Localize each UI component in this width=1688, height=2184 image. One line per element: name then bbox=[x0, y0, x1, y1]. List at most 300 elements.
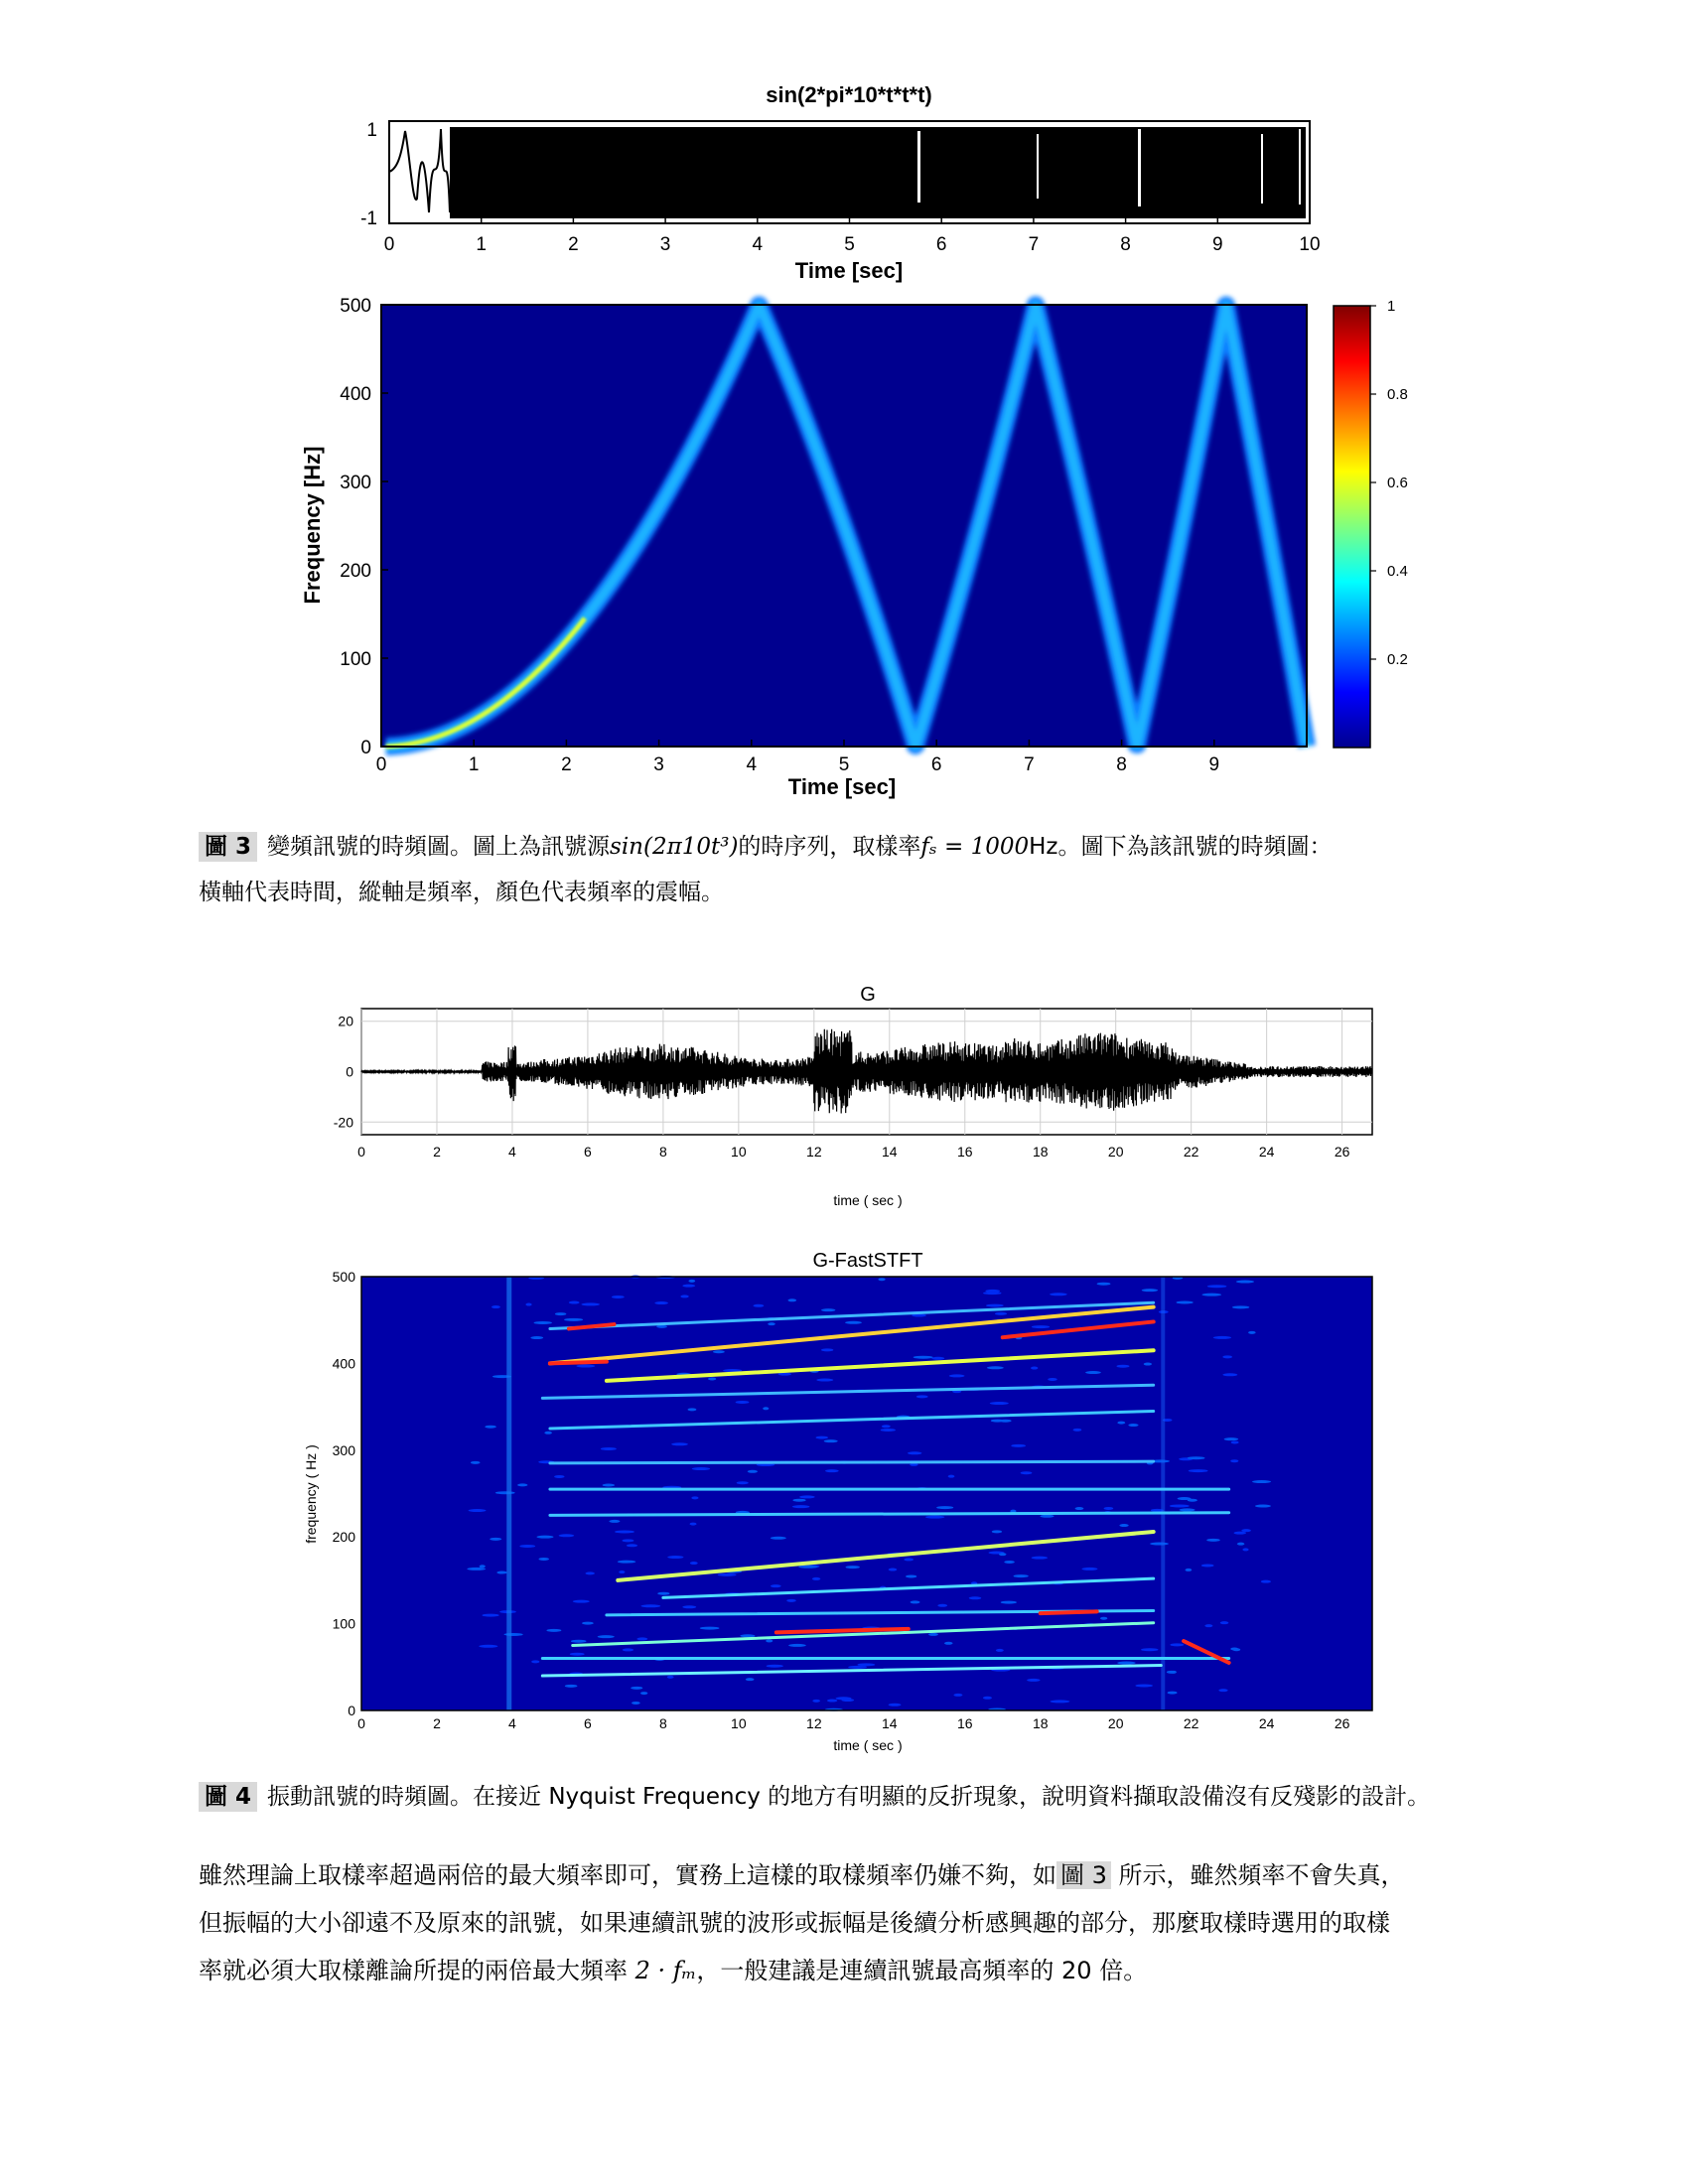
fig4-spec-speckle bbox=[787, 1298, 796, 1301]
fig4-spec-speckle bbox=[748, 1470, 758, 1473]
fig3-spec-xtick-label: 5 bbox=[838, 754, 850, 775]
fig4-spec-speckle bbox=[538, 1558, 549, 1561]
fig4-spec-speckle bbox=[825, 1469, 839, 1472]
fig4-spec-speckle bbox=[983, 1292, 1001, 1295]
fig4-spec-speckle bbox=[882, 1425, 891, 1428]
fig4-spec-speckle bbox=[1255, 1505, 1271, 1508]
fig4-spec-speckle bbox=[690, 1523, 697, 1526]
fig3-colorbar bbox=[1334, 298, 1408, 748]
fig4-caption-label: 圖 4 bbox=[199, 1782, 257, 1812]
fig4-spec-speckle bbox=[937, 1604, 947, 1607]
body-line2: 但振幅的大小卻遠不及原來的訊號，如果連續訊號的波形或振幅是後續分析感興趣的部分，那麼取樣時選用的取樣 bbox=[199, 1909, 1390, 1937]
fig3-top-ytick-neg1: -1 bbox=[360, 208, 377, 229]
fig3-top-xtick-label: 5 bbox=[844, 234, 855, 255]
body-line3-math: 2 · fₘ bbox=[634, 1957, 697, 1984]
fig3-top-xtick-label: 6 bbox=[935, 234, 947, 255]
figure-3 bbox=[0, 0, 1688, 824]
fig4-spec-speckle bbox=[753, 1304, 764, 1307]
fig4-spec-speckle bbox=[969, 1596, 982, 1599]
fig4-spec-speckle bbox=[482, 1614, 498, 1617]
fig3-caption-math1: sin(2π10t³) bbox=[610, 834, 739, 860]
fig3-top-ytick-1: 1 bbox=[366, 120, 377, 141]
fig4-spec-speckle bbox=[904, 1558, 914, 1561]
fig4-spec-speckle bbox=[691, 1496, 698, 1499]
fig3-colorbar-label: 0.8 bbox=[1387, 386, 1408, 403]
fig4-spec-speckle bbox=[609, 1520, 620, 1523]
fig4-spec-speckle bbox=[490, 1538, 501, 1541]
fig4-spec-speckle bbox=[1128, 1424, 1138, 1427]
fig3-spec-xtick-label: 3 bbox=[653, 754, 664, 775]
fig4-spec-speckle bbox=[615, 1530, 634, 1533]
fig4-spec-speckle bbox=[990, 1402, 1009, 1405]
fig4-spec-speckle bbox=[911, 1600, 920, 1603]
fig4-spec-speckle bbox=[798, 1566, 817, 1569]
fig4-spec-speckle bbox=[555, 1312, 567, 1315]
fig3-waveform-dense bbox=[450, 127, 1306, 218]
fig4-spec-speckle bbox=[948, 1475, 955, 1478]
fig4-spec-speckle bbox=[740, 1634, 755, 1637]
fig4-top-xtick-label: 18 bbox=[1032, 1144, 1049, 1160]
fig4-spec-speckle bbox=[1222, 1355, 1232, 1358]
fig4-spec-speckle bbox=[1104, 1507, 1114, 1510]
fig4-spec-speckle bbox=[821, 1308, 835, 1311]
fig4-spec-speckle bbox=[1220, 1621, 1229, 1624]
fig4-spec-speckle bbox=[1021, 1471, 1033, 1474]
fig4-spec-speckle bbox=[996, 1649, 1004, 1652]
fig4-spec-speckle bbox=[530, 1336, 543, 1339]
fig4-spec-speckle bbox=[987, 1366, 1004, 1369]
fig4-spec-speckle bbox=[1230, 1459, 1238, 1462]
fig3-caption bbox=[199, 824, 1589, 915]
fig4-spec-speckle bbox=[1097, 1283, 1111, 1286]
fig4-spec-speckle bbox=[1116, 1365, 1129, 1368]
fig4-spec-speckle bbox=[821, 1348, 833, 1351]
fig4-spec-speckle bbox=[636, 1637, 647, 1640]
fig3-colorbar-label: 0.6 bbox=[1387, 475, 1408, 491]
fig4-caption-text: 振動訊號的時頻圖。在接近 Nyquist Frequency 的地方有明顯的反折現象，說明資料擷取設備沒有反殘影的設計。 bbox=[267, 1784, 1431, 1810]
fig3-top-xtick-label: 0 bbox=[383, 234, 395, 255]
fig3-spec-xtick-label: 0 bbox=[375, 754, 387, 775]
fig4-spec-speckle bbox=[1222, 1373, 1237, 1376]
fig3-spectrogram bbox=[300, 296, 1307, 799]
fig4-spec-speckle bbox=[1170, 1504, 1190, 1507]
fig4-spec-speckle bbox=[1204, 1624, 1212, 1627]
fig3-spec-xlabel: Time [sec] bbox=[787, 774, 897, 799]
fig3-caption-math2: fₛ = 1000 bbox=[920, 834, 1030, 860]
fig3-spec-ytick-label: 300 bbox=[340, 473, 371, 493]
fig3-spec-xtick-label: 7 bbox=[1024, 754, 1035, 775]
fig4-spec-speckle bbox=[667, 1676, 674, 1679]
fig4-spec-speckle bbox=[1142, 1289, 1158, 1292]
fig4-spec-xtick-label: 12 bbox=[806, 1715, 822, 1731]
fig4-spectrogram bbox=[303, 1269, 1372, 1753]
fig4-spec-speckle bbox=[667, 1556, 683, 1559]
fig4-spec-speckle bbox=[1141, 1648, 1158, 1651]
body-line1-a: 雖然理論上取樣率超過兩倍的最大頻率即可，實務上這樣的取樣頻率仍嫌不夠，如 bbox=[199, 1861, 1056, 1889]
fig4-spec-speckle bbox=[944, 1642, 953, 1645]
fig4-spec-speckle bbox=[835, 1697, 851, 1700]
fig4-spec-speckle bbox=[485, 1426, 496, 1429]
fig4-spec-transient bbox=[1161, 1277, 1165, 1710]
fig4-spec-xlabel: time ( sec ) bbox=[833, 1737, 903, 1753]
fig4-top-xtick-label: 22 bbox=[1183, 1144, 1199, 1160]
fig4-spec-speckle bbox=[536, 1536, 553, 1539]
fig4-spec-speckle bbox=[1213, 1336, 1231, 1339]
fig4-spec-speckle bbox=[1248, 1331, 1255, 1334]
fig4-spec-speckle bbox=[713, 1350, 725, 1353]
fig4-spec-speckle bbox=[768, 1322, 774, 1325]
fig4-spec-speckle bbox=[906, 1574, 916, 1577]
fig4-spec-speckle bbox=[525, 1303, 531, 1306]
fig4-spec-speckle bbox=[546, 1629, 561, 1632]
fig4-spec-speckle bbox=[827, 1700, 837, 1703]
fig4-spec-speckle bbox=[1011, 1444, 1026, 1447]
fig4-top-title: G bbox=[860, 984, 876, 1006]
body-paragraph bbox=[199, 1851, 1589, 1994]
fig4-spec-speckle bbox=[746, 1678, 755, 1681]
fig4-spec-speckle bbox=[570, 1653, 585, 1656]
fig4-spec-speckle bbox=[1073, 1429, 1082, 1432]
fig4-spec-xtick-label: 22 bbox=[1183, 1715, 1199, 1731]
fig4-spec-speckle bbox=[1150, 1543, 1169, 1546]
fig4-top-xtick-label: 20 bbox=[1107, 1144, 1124, 1160]
fig4-spec-speckle bbox=[1170, 1643, 1184, 1646]
fig4-spec-speckle bbox=[692, 1467, 710, 1470]
fig4-spec-speckle bbox=[816, 1436, 828, 1439]
fig3-spec-xtick-label: 1 bbox=[468, 754, 480, 775]
fig4-spec-speckle bbox=[767, 1665, 783, 1668]
fig4-spec-speckle bbox=[1237, 1543, 1244, 1546]
fig4-spec-speckle bbox=[682, 1285, 695, 1288]
fig4-spec-speckle bbox=[688, 1408, 697, 1411]
fig4-spec-speckle bbox=[564, 1318, 583, 1321]
fig4-top-ytick-label: 0 bbox=[346, 1063, 353, 1080]
fig4-spec-speckle bbox=[496, 1571, 506, 1574]
fig3-spec-ylabel: Frequency [Hz] bbox=[300, 446, 325, 605]
fig4-spec-speckle bbox=[1206, 1539, 1220, 1542]
fig4-spec-speckle bbox=[618, 1561, 636, 1564]
figure-3-reference[interactable]: 圖 3 bbox=[1056, 1861, 1111, 1889]
fig4-spec-speckle bbox=[517, 1483, 527, 1486]
fig4-spec-speckle bbox=[889, 1704, 902, 1706]
fig4-top-xtick-label: 10 bbox=[731, 1144, 747, 1160]
fig4-spec-speckle bbox=[1075, 1507, 1084, 1510]
fig4-spec-xtick-label: 2 bbox=[433, 1715, 441, 1731]
fig4-spec-speckle bbox=[640, 1692, 647, 1695]
fig4-spec-speckle bbox=[601, 1447, 617, 1450]
fig4-spec-speckle bbox=[640, 1604, 660, 1607]
fig4-spec-speckle bbox=[622, 1539, 633, 1542]
fig3-colorbar-label: 1 bbox=[1387, 298, 1396, 315]
fig4-spec-speckle bbox=[1201, 1294, 1221, 1297]
fig4-spec-ytick-label: 100 bbox=[332, 1615, 355, 1632]
fig4-spec-speckle bbox=[949, 1374, 965, 1377]
fig4-spec-xtick-label: 10 bbox=[731, 1715, 747, 1731]
fig4-spec-speckle bbox=[986, 1304, 1004, 1307]
fig3-caption-line2: 橫軸代表時間，縱軸是頻率，顏色代表頻率的震幅。 bbox=[199, 880, 724, 905]
fig4-spec-speckle bbox=[603, 1483, 615, 1486]
fig4-top-xtick-label: 12 bbox=[806, 1144, 822, 1160]
fig4-spec-speckle bbox=[631, 1687, 642, 1690]
fig4-spec-speckle bbox=[931, 1357, 944, 1360]
fig4-spec-speckle bbox=[1119, 1524, 1128, 1527]
fig4-spec-speckle bbox=[571, 1640, 587, 1643]
fig3-spec-xtick-label: 9 bbox=[1208, 754, 1220, 775]
fig4-spec-speckle bbox=[908, 1451, 921, 1454]
fig4-spec-speckle bbox=[766, 1639, 773, 1642]
fig4-spec-speckle bbox=[1180, 1508, 1196, 1511]
fig4-spec-speckle bbox=[718, 1573, 737, 1576]
fig4-spec-ytick-label: 0 bbox=[348, 1703, 355, 1718]
fig4-spec-xtick-label: 4 bbox=[508, 1715, 516, 1731]
fig3-colorbar-label: 0.4 bbox=[1387, 563, 1408, 580]
fig4-spec-speckle bbox=[492, 1305, 500, 1308]
fig3-spec-xtick-label: 4 bbox=[746, 754, 758, 775]
fig4-spec-speckle bbox=[1001, 1601, 1017, 1604]
fig3-caption-c: Hz。圖下為該訊號的時頻圖： bbox=[1029, 834, 1333, 860]
fig4-spec-speckle bbox=[1189, 1469, 1208, 1472]
fig3-top-xtick-label: 3 bbox=[659, 234, 671, 255]
fig4-top-xtick-label: 24 bbox=[1258, 1144, 1275, 1160]
fig4-spec-xtick-label: 24 bbox=[1258, 1715, 1275, 1731]
fig4-spec-speckle bbox=[495, 1491, 515, 1494]
fig4-spec-speckle bbox=[1117, 1422, 1125, 1425]
fig4-spec-speckle bbox=[771, 1537, 786, 1540]
fig4-spec-speckle bbox=[799, 1495, 815, 1498]
fig4-spec-speckle bbox=[598, 1635, 615, 1638]
fig4-spec-speckle bbox=[1224, 1437, 1239, 1440]
fig4-spec-xtick-label: 0 bbox=[357, 1715, 365, 1731]
fig4-spec-speckle bbox=[916, 1395, 928, 1398]
fig3-top-xtick-label: 1 bbox=[476, 234, 487, 255]
fig4-spec-speckle bbox=[792, 1505, 810, 1508]
fig4-top-xtick-label: 0 bbox=[357, 1144, 365, 1160]
fig4-spec-speckle bbox=[1081, 1568, 1097, 1570]
fig4-spec-speckle bbox=[1176, 1300, 1193, 1303]
fig4-caption bbox=[199, 1774, 1589, 1820]
fig4-spec-speckle bbox=[771, 1584, 781, 1587]
fig4-spec-speckle bbox=[623, 1648, 633, 1651]
fig4-spec-speckle bbox=[983, 1697, 992, 1700]
fig4-spec-speckle bbox=[1207, 1285, 1227, 1288]
fig4-spec-speckle bbox=[582, 1622, 594, 1625]
fig4-spec-speckle bbox=[576, 1365, 595, 1368]
fig4-spec-xtick-label: 16 bbox=[956, 1715, 973, 1731]
fig4-spec-speckle bbox=[1004, 1561, 1015, 1564]
fig4-spec-speckle bbox=[619, 1570, 625, 1573]
fig4-top-xtick-label: 8 bbox=[658, 1144, 667, 1160]
fig3-top-title: sin(2*pi*10*t*t*t) bbox=[766, 82, 932, 107]
fig4-spec-speckle bbox=[688, 1280, 695, 1283]
fig4-spec-xtick-label: 26 bbox=[1334, 1715, 1350, 1731]
fig4-spec-speckle bbox=[627, 1544, 637, 1547]
fig4-spec-speckle bbox=[1230, 1647, 1238, 1650]
fig4-spec-hotspot bbox=[550, 1362, 607, 1364]
fig4-top-xtick-label: 14 bbox=[882, 1144, 898, 1160]
fig4-spec-speckle bbox=[816, 1379, 833, 1382]
fig4-spec-speckle bbox=[1201, 1564, 1214, 1567]
fig4-spec-speckle bbox=[991, 1420, 1004, 1423]
fig4-spec-speckle bbox=[612, 1296, 625, 1298]
fig4-spec-speckle bbox=[936, 1506, 953, 1509]
fig4-spec-speckle bbox=[1241, 1529, 1251, 1532]
fig4-top-xtick-label: 2 bbox=[433, 1144, 441, 1160]
fig4-spec-speckle bbox=[925, 1516, 944, 1519]
fig4-spec-speckle bbox=[812, 1577, 820, 1580]
fig4-spec-speckle bbox=[671, 1442, 688, 1445]
fig4-spec-speckle bbox=[1014, 1574, 1029, 1577]
fig4-spec-speckle bbox=[846, 1566, 860, 1569]
fig4-spec-speckle bbox=[995, 1312, 1007, 1315]
fig4-spec-speckle bbox=[544, 1432, 552, 1434]
body-line3-a: 率就必須大取樣離論所提的兩倍最大頻率 bbox=[199, 1957, 635, 1984]
fig3-top-xtick-label: 10 bbox=[1299, 234, 1321, 255]
fig4-spec-speckle bbox=[736, 1401, 750, 1404]
fig4-spec-speckle bbox=[1100, 1617, 1107, 1620]
fig4-spec-speckle bbox=[1050, 1700, 1069, 1703]
fig4-spec-speckle bbox=[554, 1475, 564, 1478]
fig4-spec-speckle bbox=[657, 1592, 669, 1595]
fig4-spec-speckle bbox=[1027, 1679, 1040, 1682]
fig4-spec-speckle bbox=[824, 1439, 838, 1442]
fig4-spec-speckle bbox=[1231, 1440, 1239, 1443]
fig4-spec-speckle bbox=[573, 1600, 590, 1603]
fig4-spec-harmonic bbox=[550, 1461, 1154, 1463]
fig3-top-xtick-label: 7 bbox=[1028, 234, 1040, 255]
fig4-spec-transient bbox=[506, 1277, 511, 1710]
fig3-spec-ytick-label: 100 bbox=[340, 649, 371, 670]
fig4-spec-speckle bbox=[585, 1571, 594, 1574]
fig3-spec-ytick-label: 400 bbox=[340, 384, 371, 405]
fig4-spec-speckle bbox=[519, 1545, 535, 1548]
fig4-top-xtick-label: 16 bbox=[956, 1144, 973, 1160]
fig4-spec-hotspot bbox=[1041, 1611, 1097, 1613]
fig3-colorbar-label: 0.2 bbox=[1387, 651, 1408, 668]
fig4-spec-speckle bbox=[737, 1481, 749, 1484]
fig4-spec-xtick-label: 8 bbox=[658, 1715, 667, 1731]
fig4-spec-speckle bbox=[1032, 1557, 1048, 1560]
fig4-spec-speckle bbox=[581, 1302, 600, 1305]
body-line3-b: ，一般建議是連續訊號最高頻率的 20 倍。 bbox=[696, 1957, 1148, 1984]
fig4-spec-ytick-label: 200 bbox=[332, 1529, 355, 1546]
fig3-spec-xtick-label: 6 bbox=[930, 754, 942, 775]
fig3-spec-xtick-label: 8 bbox=[1116, 754, 1127, 775]
body-line1-b: 所示，雖然頻率不會失真， bbox=[1110, 1861, 1405, 1889]
fig4-spec-speckle bbox=[857, 1663, 875, 1666]
fig4-spec-speckle bbox=[656, 1325, 667, 1328]
fig4-spec-speckle bbox=[992, 1530, 1002, 1533]
fig4-spec-speckle bbox=[928, 1633, 938, 1636]
fig4-spec-speckle bbox=[1167, 1671, 1177, 1674]
fig4-spec-xtick-label: 6 bbox=[584, 1715, 592, 1731]
fig4-top-xlabel: time ( sec ) bbox=[833, 1192, 903, 1208]
fig4-spec-ylabel: frequency ( Hz ) bbox=[303, 1444, 319, 1544]
fig4-spec-speckle bbox=[480, 1565, 486, 1568]
fig4-top-xtick-label: 6 bbox=[584, 1144, 592, 1160]
fig4-spec-speckle bbox=[690, 1562, 698, 1565]
fig4-spec-speckle bbox=[1117, 1662, 1135, 1665]
fig3-top-xtick-label: 4 bbox=[752, 234, 764, 255]
fig3-spec-ytick-label: 200 bbox=[340, 561, 371, 582]
fig4-spec-speckle bbox=[469, 1509, 487, 1512]
fig4-spec-speckle bbox=[1032, 1325, 1050, 1328]
fig4-spec-speckle bbox=[999, 1553, 1006, 1556]
fig4-top-xtick-label: 4 bbox=[508, 1144, 516, 1160]
fig4-spec-speckle bbox=[953, 1694, 962, 1697]
fig4-spec-speckle bbox=[792, 1499, 805, 1502]
fig4-spec-speckle bbox=[1135, 1684, 1153, 1687]
fig4-spec-speckle bbox=[1040, 1515, 1054, 1518]
fig4-spec-ytick-label: 300 bbox=[332, 1441, 355, 1458]
fig3-caption-label: 圖 3 bbox=[199, 832, 257, 862]
fig4-spec-ytick-label: 400 bbox=[332, 1355, 355, 1372]
fig4-spec-speckle bbox=[763, 1407, 769, 1410]
fig3-spec-xtick-label: 2 bbox=[561, 754, 572, 775]
fig4-spec-title: G-FastSTFT bbox=[812, 1250, 923, 1272]
fig4-spec-speckle bbox=[1085, 1371, 1101, 1374]
figure-4 bbox=[0, 963, 1688, 1777]
fig4-spec-speckle bbox=[680, 1295, 688, 1297]
fig4-spec-speckle bbox=[914, 1356, 933, 1359]
fig4-spec-speckle bbox=[682, 1605, 696, 1608]
fig4-spec-speckle bbox=[565, 1685, 578, 1688]
fig3-top-xtick-label: 8 bbox=[1120, 234, 1131, 255]
fig4-waveform-plot bbox=[334, 1009, 1372, 1208]
fig4-spec-ytick-label: 500 bbox=[332, 1269, 355, 1285]
fig4-spec-speckle bbox=[1168, 1692, 1178, 1695]
fig4-spec-speckle bbox=[1252, 1480, 1271, 1483]
fig4-spec-speckle bbox=[1178, 1497, 1192, 1500]
fig4-spec-speckle bbox=[1234, 1532, 1247, 1535]
fig4-spec-speckle bbox=[881, 1429, 896, 1432]
fig4-spec-speckle bbox=[812, 1700, 820, 1703]
fig4-spec-speckle bbox=[1242, 1548, 1248, 1551]
fig4-top-ytick-label: 20 bbox=[338, 1013, 353, 1029]
fig4-top-ytick-label: -20 bbox=[333, 1114, 353, 1131]
fig4-spec-speckle bbox=[531, 1660, 539, 1663]
fig3-waveform-plot bbox=[360, 120, 1320, 283]
fig4-spec-speckle bbox=[1218, 1689, 1227, 1692]
fig4-spec-speckle bbox=[889, 1569, 898, 1571]
fig3-top-xtick-label: 2 bbox=[568, 234, 579, 255]
fig4-spec-speckle bbox=[708, 1377, 716, 1380]
fig4-spec-speckle bbox=[471, 1461, 481, 1464]
fig3-top-xlabel: Time [sec] bbox=[794, 258, 904, 283]
fig4-spec-speckle bbox=[534, 1321, 552, 1324]
fig4-spec-speckle bbox=[569, 1301, 580, 1304]
fig4-spec-speckle bbox=[479, 1645, 497, 1648]
fig4-top-xtick-label: 26 bbox=[1334, 1144, 1350, 1160]
fig4-spec-speckle bbox=[1188, 1456, 1205, 1459]
fig3-spec-ytick-label: 0 bbox=[360, 738, 371, 758]
fig4-spec-speckle bbox=[845, 1321, 862, 1324]
fig4-spec-xtick-label: 14 bbox=[882, 1715, 898, 1731]
fig3-spec-ytick-label: 500 bbox=[340, 296, 371, 317]
fig4-spec-speckle bbox=[559, 1534, 575, 1537]
fig4-spec-speckle bbox=[1236, 1281, 1254, 1284]
fig3-caption-a: 變頻訊號的時頻圖。圖上為訊號源 bbox=[267, 834, 611, 860]
fig4-spec-speckle bbox=[1050, 1293, 1067, 1296]
fig4-spec-speckle bbox=[1048, 1378, 1057, 1381]
fig4-spec-speckle bbox=[1232, 1305, 1249, 1308]
fig4-spec-speckle bbox=[878, 1278, 885, 1281]
fig4-spec-xtick-label: 18 bbox=[1032, 1715, 1049, 1731]
fig4-spec-speckle bbox=[700, 1627, 720, 1630]
fig4-spec-speckle bbox=[786, 1599, 796, 1602]
fig4-spec-speckle bbox=[1144, 1363, 1152, 1366]
fig4-spec-xtick-label: 20 bbox=[1107, 1715, 1124, 1731]
fig4-spec-speckle bbox=[632, 1702, 640, 1705]
